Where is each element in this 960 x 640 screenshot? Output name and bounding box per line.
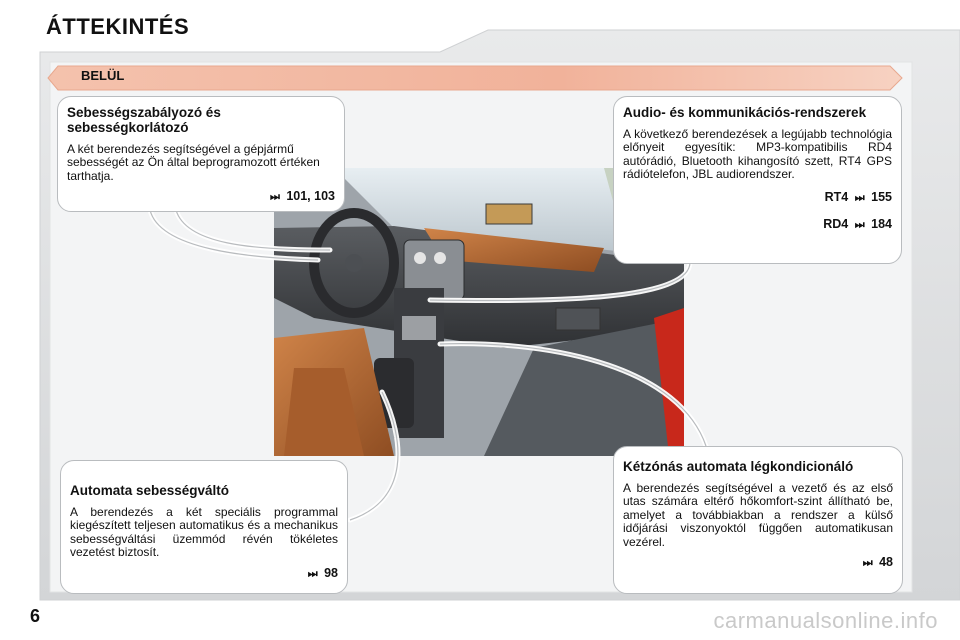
page-ref-arrow-icon: ⏭ [269,191,280,204]
audio-card-text: A következő berendezések a legújabb technológia előnyeit egyesítik: MP3-kompatibilis RD4 autórádió, Bluetooth kihangosító szett, RT4 GPS rádiótelefon, JBL audiorendszer. [623,127,892,182]
gearbox-card-ref[interactable] [70,566,338,581]
speed-card-text: A két berendezés segítségével a gépjármű sebességét az Ön által beprogramozott értéken tarthatja. [67,142,320,183]
line-climate [440,344,706,446]
page-title: ÁTTEKINTÉS [46,14,190,39]
gearbox-ref-page: 98 [324,565,338,580]
card-automatic-gearbox [60,460,348,594]
speed-card-title: Sebességszabályozó és sebességkorlátozó [67,105,221,135]
page-ref-arrow-icon: ⏭ [854,191,865,204]
speed-card-ref[interactable] [67,189,335,204]
audio-ref-rt4-page: 155 [871,189,892,204]
climate-card-title: Kétzónás automata légkondicionáló [623,459,854,474]
page-ref-arrow-icon: ⏭ [307,567,318,580]
section-title: BELÜL [81,68,125,83]
climate-card-text: A berendezés segítségével a vezető és az első utas számára eltérő hőkomfort-szint állítható be, amelyet a továbbiakban a rendszer a külső időjárási viszonyoktól függően automatikusan vezérel. [623,481,893,549]
card-climate-control [613,446,903,594]
audio-ref-rd4[interactable] [623,217,892,232]
page-ref-arrow-icon: ⏭ [862,557,873,570]
gearbox-card-title: Automata sebességváltó [70,483,230,498]
audio-card-title: Audio- és kommunikációs-rendszerek [623,105,867,120]
climate-ref-page: 48 [879,555,893,570]
line-audio [430,262,690,301]
line-gearbox [350,392,398,520]
page-ref-arrow-icon: ⏭ [854,218,865,231]
audio-ref-rd4-page: 184 [871,216,892,231]
watermark: carmanualsonline.info [713,608,938,633]
card-audio-systems [613,96,902,264]
page-number: 6 [30,606,41,626]
line-speed-1 [150,210,318,260]
audio-ref-rd4-label: RD4 [823,216,849,231]
audio-ref-rt4-label: RT4 [824,189,849,204]
climate-card-ref[interactable] [623,555,893,570]
audio-ref-rt4[interactable] [623,190,892,205]
speed-ref-pages: 101, 103 [286,189,335,204]
card-speed-regulator [57,96,345,212]
gearbox-card-text: A berendezés a két speciális programmal kiegészített teljesen automatikus és a mechanikus sebességváltási üzemmód révén tökéletes vezetést biztosít. [70,505,338,560]
